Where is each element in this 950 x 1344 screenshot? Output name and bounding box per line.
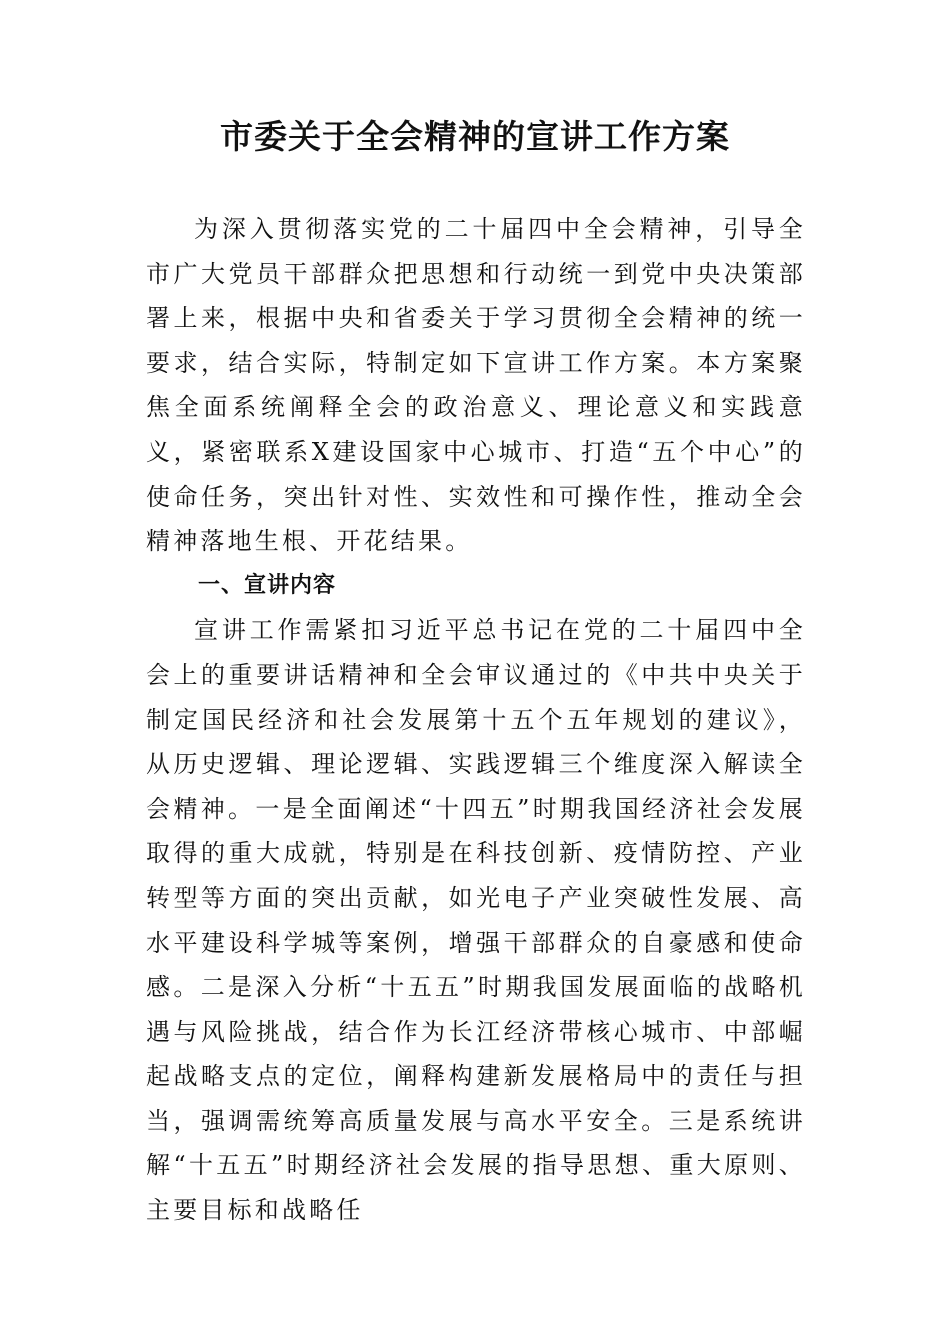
section-heading-content: 一、宣讲内容 xyxy=(198,572,337,598)
document-body xyxy=(146,207,806,1233)
document-title: 市委关于全会精神的宣讲工作方案 xyxy=(220,117,730,156)
section-content-paragraph: 宣讲工作需紧扣习近平总书记在党的二十届四中全会上的重要讲话精神和全会审议通过的《中共中央关于制定国民经济和社会发展第十五个五年规划的建议》，从历史逻辑、理论逻辑、实践逻辑三个维度深入解读全会精神。一是全面阐述“十四五”时期我国经济社会发展取得的重大成就，特别是在科技创新、疫情防控、产业转型等方面的突出贡献，如光电子产业突破性发展、高水平建设科学城等案例，增强干部群众的自豪感和使命感。二是深入分析“十五五”时期我国发展面临的战略机遇与风险挑战，结合作为长江经济带核心城市、中部崛起战略支点的定位，阐释构建新发展格局中的责任与担当，强调需统筹高质量发展与高水平安全。三是系统讲解“十五五”时期经济社会发展的指导思想、重大原则、主要目标和战略任 xyxy=(146,616,806,1225)
intro-paragraph: 为深入贯彻落实党的二十届四中全会精神，引导全市广大党员干部群众把思想和行动统一到党中央决策部署上来，根据中央和省委关于学习贯彻全会精神的统一要求，结合实际，特制定如下宣讲工作方案。本方案聚焦全面系统阐释全会的政治意义、理论意义和实践意义，紧密联系X建设国家中心城市、打造“五个中心”的使命任务，突出针对性、实效性和可操作性，推动全会精神落地生根、开花结果。 xyxy=(146,215,806,556)
